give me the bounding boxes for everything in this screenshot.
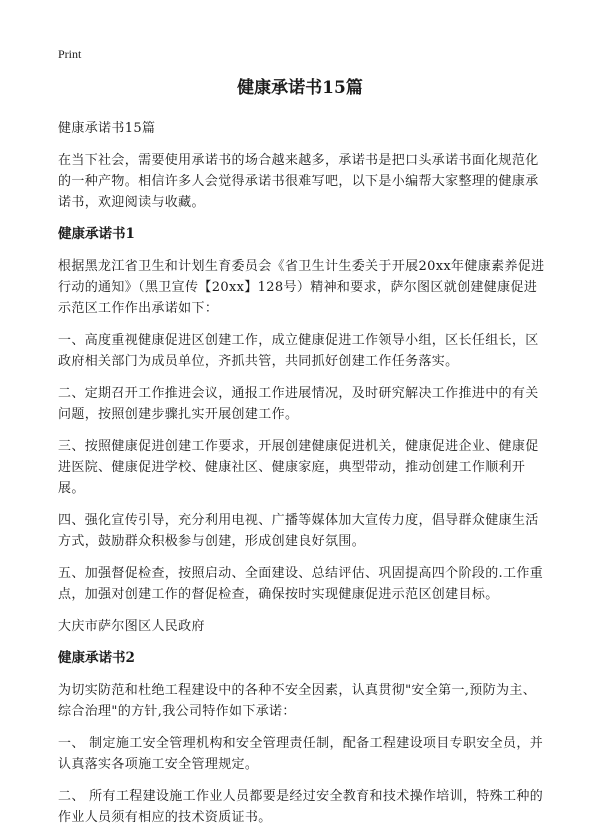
intro-paragraph: 在当下社会，需要使用承诺书的场合越来越多，承诺书是把口头承诺书面化规范化的一种产物。相信许多人会觉得承诺书很难写吧，以下是小编帮大家整理的健康承诺书，欢迎阅读与收藏。 [58, 153, 539, 210]
section-1-paragraph: 五、加强督促检查，按照启动、全面建设、总结评估、巩固提高四个阶段的.工作重点，加强对创建工作的督促检查，确保按时实现健康促进示范区创建目标。 [58, 566, 544, 602]
print-link[interactable]: Print [58, 47, 82, 61]
page-title: 健康承诺书15篇 [237, 78, 363, 98]
section-1-heading: 健康承诺书1 [58, 226, 135, 242]
section-1-paragraph: 三、按照健康促进创建工作要求，开展创建健康促进机关，健康促进企业、健康促进医院、健康促进学校、健康社区、健康家庭，典型带动，推动创建工作顺利开展。 [58, 439, 539, 496]
section-2-paragraph: 一、 制定施工安全管理机构和安全管理责任制，配备工程建设项目专职安全员，并认真落实各项施工安全管理规定。 [58, 736, 544, 772]
document-body [58, 118, 548, 839]
section-1-paragraph: 二、定期召开工作推进会议，通报工作进展情况，及时研究解决工作推进中的有关问题，按照创建步骤扎实开展创建工作。 [58, 386, 539, 422]
section-2-heading: 健康承诺书2 [58, 650, 135, 666]
section-1-signature: 大庆市萨尔图区人民政府 [58, 619, 205, 634]
section-2-paragraph: 为切实防范和杜绝工程建设中的各种不安全因素，认真贯彻"安全第一,预防为主、综合治理"的方针,我公司特作如下承诺： [58, 683, 537, 719]
document-subtitle: 健康承诺书15篇 [58, 121, 156, 136]
section-1-paragraph: 四、强化宣传引导，充分利用电视、广播等媒体加大宣传力度，倡导群众健康生活方式，鼓励群众积极参与创建，形成创建良好氛围。 [58, 513, 539, 549]
section-1-paragraph: 根据黑龙江省卫生和计划生育委员会《省卫生计生委关于开展20xx年健康素养促进行动的通知》（黑卫宣传【20xx】128号）精神和要求，萨尔图区就创建健康促进示范区工作作出承诺如下： [58, 259, 545, 316]
section-1-paragraph: 一、高度重视健康促进区创建工作，成立健康促进工作领导小组，区长任组长，区政府相关部门为成员单位，齐抓共管，共同抓好创建工作任务落实。 [58, 333, 539, 369]
section-2-paragraph: 二、 所有工程建设施工作业人员都要是经过安全教育和技术操作培训，特殊工种的作业人员须有相应的技术资质证书。 [58, 789, 544, 825]
